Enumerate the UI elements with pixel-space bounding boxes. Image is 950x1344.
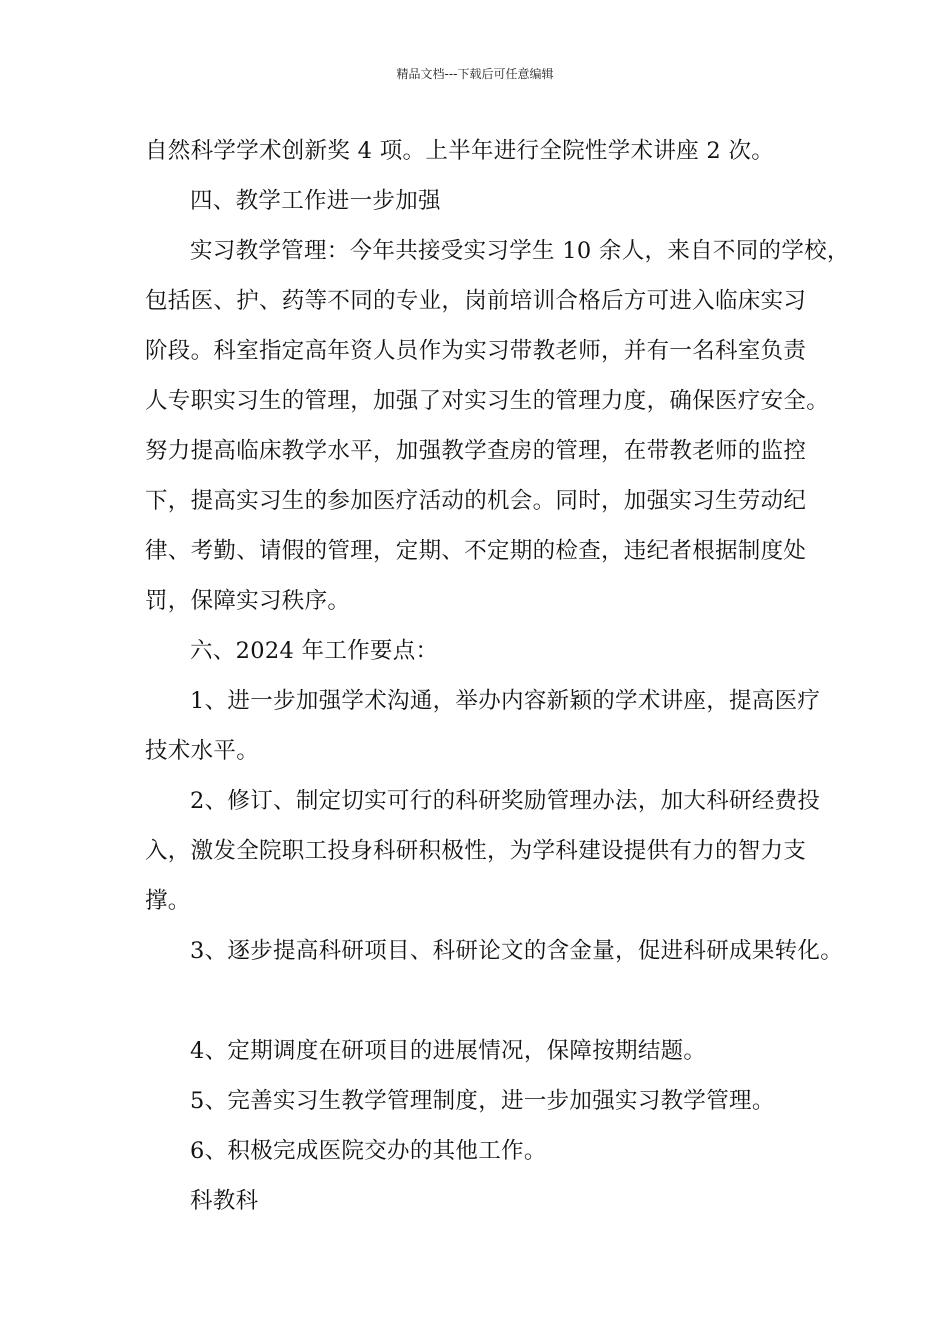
paragraph-line: 努力提高临床教学水平，加强教学查房的管理，在带教老师的监控: [145, 438, 807, 464]
list-item-continuation: 入，激发全院职工投身科研积极性，为学科建设提供有力的智力支: [145, 838, 807, 864]
section-heading: 四、教学工作进一步加强: [190, 188, 441, 214]
paragraph-line: 包括医、护、药等不同的专业，岗前培训合格后方可进入临床实习: [145, 288, 807, 314]
list-item: 2、修订、制定切实可行的科研奖励管理办法，加大科研经费投: [190, 788, 821, 814]
paragraph-line: 罚，保障实习秩序。: [145, 588, 351, 614]
page-header: 精品文档---下载后可任意编辑: [396, 67, 554, 81]
list-item: 5、完善实习生教学管理制度，进一步加强实习教学管理。: [190, 1088, 775, 1114]
paragraph-line: 人专职实习生的管理，加强了对实习生的管理力度，确保医疗安全。: [145, 388, 830, 414]
list-item: 1、进一步加强学术沟通，举办内容新颖的学术讲座，提高医疗: [190, 688, 821, 714]
paragraph-line: 实习教学管理：今年共接受实习学生 10 余人，来自不同的学校，: [190, 238, 850, 264]
list-item-continuation: 撑。: [145, 888, 191, 914]
section-heading: 六、2024 年工作要点：: [190, 638, 439, 664]
paragraph-line: 律、考勤、请假的管理，定期、不定期的检查，违纪者根据制度处: [145, 538, 807, 564]
paragraph-line: 阶段。科室指定高年资人员作为实习带教老师，并有一名科室负责: [145, 338, 807, 364]
list-item: 4、定期调度在研项目的进展情况，保障按期结题。: [190, 1038, 707, 1064]
signature-department: 科教科: [190, 1188, 259, 1214]
list-item: 6、积极完成医院交办的其他工作。: [190, 1138, 547, 1164]
paragraph-line: 下，提高实习生的参加医疗活动的机会。同时，加强实习生劳动纪: [145, 488, 807, 514]
list-item-continuation: 技术水平。: [145, 738, 260, 764]
paragraph-line: 自然科学学术创新奖 4 项。上半年进行全院性学术讲座 2 次。: [145, 138, 775, 164]
list-item: 3、逐步提高科研项目、科研论文的含金量，促进科研成果转化。: [190, 938, 844, 964]
